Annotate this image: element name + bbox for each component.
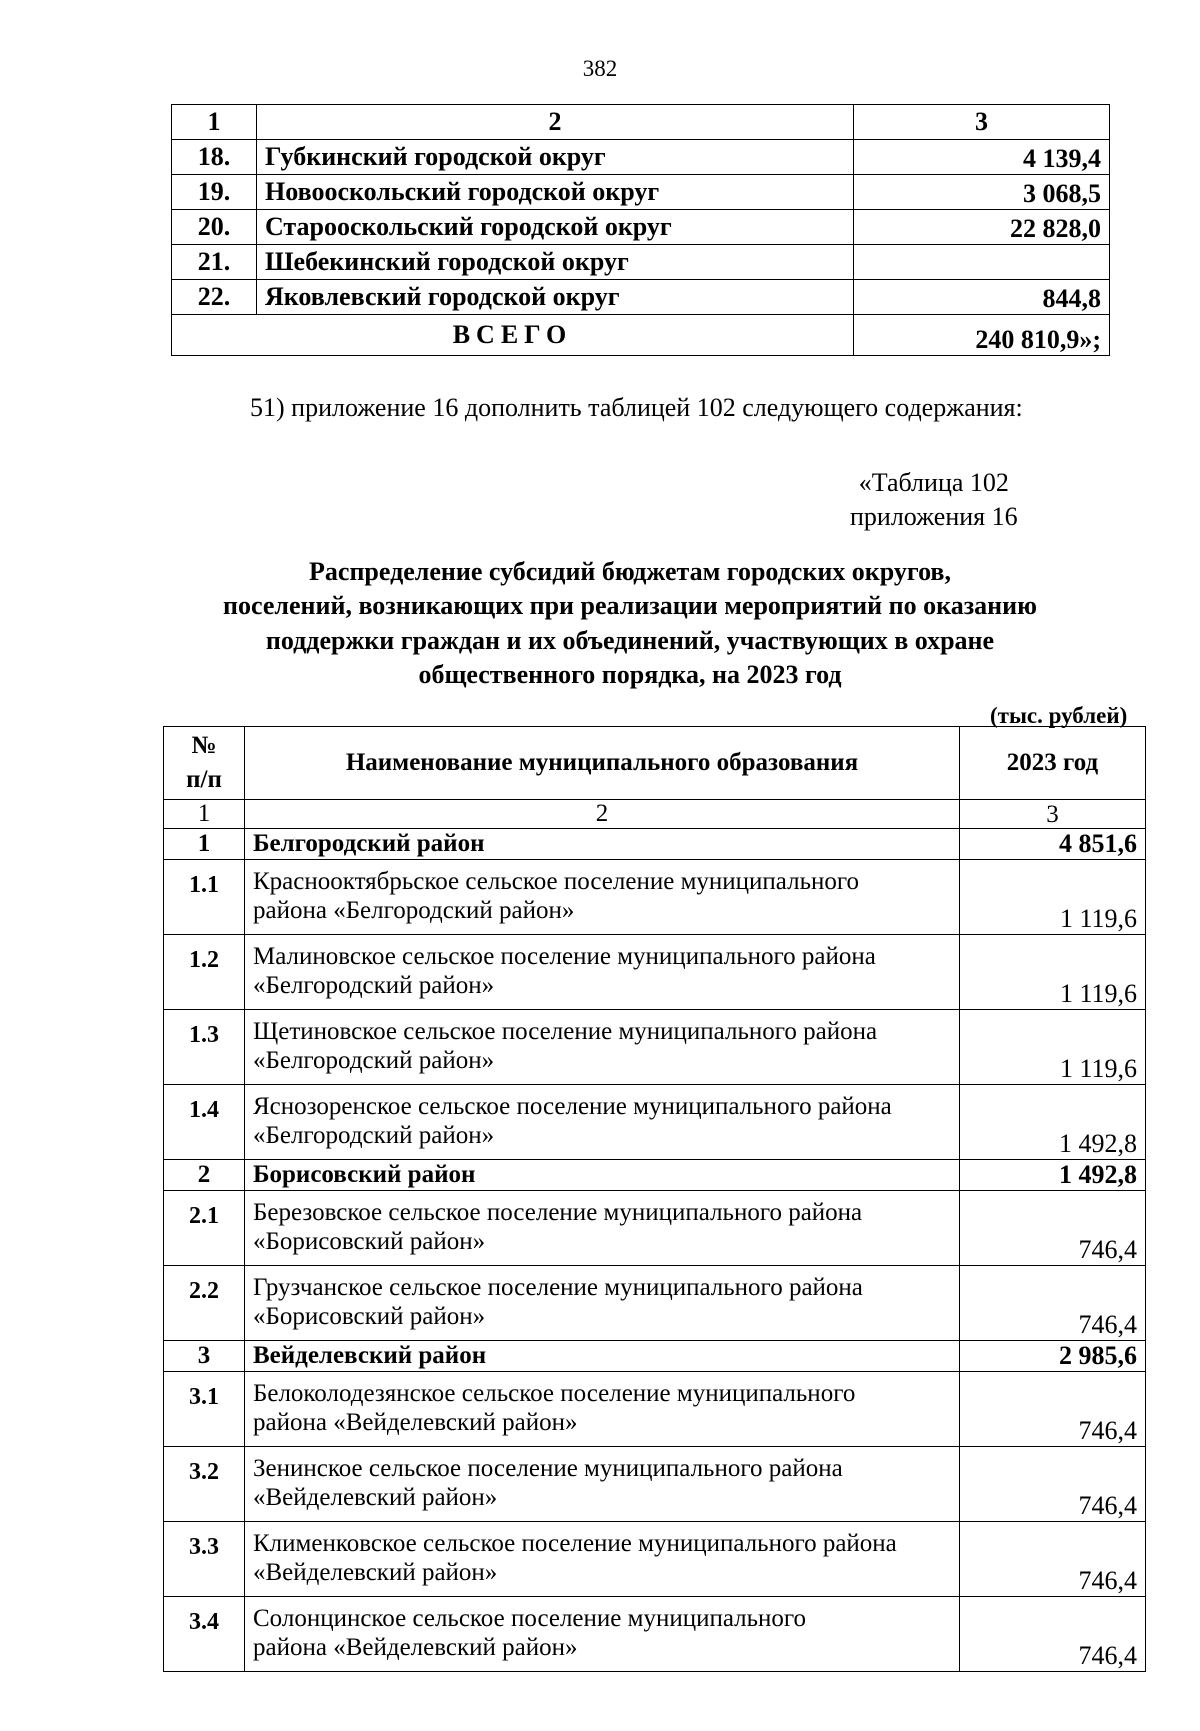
row-name-line: «Белгородский район» bbox=[253, 1122, 495, 1149]
row-number: 21. bbox=[172, 245, 257, 280]
row-value: 2 985,6 bbox=[960, 1341, 1146, 1372]
row-name-line: «Белгородский район» bbox=[253, 1047, 495, 1074]
row-value: 844,8 bbox=[854, 280, 1110, 315]
row-name: Старооскольский городской округ bbox=[257, 210, 854, 245]
row-name-line: района «Белгородский район» bbox=[253, 897, 575, 924]
title-line: поддержки граждан и их объединений, участвующих в охране bbox=[265, 625, 995, 655]
table-reference bbox=[850, 466, 1018, 534]
row-number: 3.2 bbox=[164, 1447, 245, 1522]
row-name-line: Клименковское сельское поселение муниципального района bbox=[253, 1530, 897, 1558]
row-value bbox=[854, 245, 1110, 280]
row-value: 1 119,6 bbox=[960, 1010, 1146, 1085]
row-name bbox=[245, 829, 960, 860]
column-number: 1 bbox=[164, 800, 245, 829]
row-number: 3.1 bbox=[164, 1372, 245, 1447]
row-name-line: Борисовский район bbox=[253, 1161, 476, 1189]
row-number: 2.2 bbox=[164, 1266, 245, 1341]
header-number-cell bbox=[164, 727, 245, 800]
row-name bbox=[245, 1341, 960, 1372]
row-name bbox=[245, 1085, 960, 1160]
district-row bbox=[164, 1341, 1146, 1372]
table-row bbox=[172, 280, 1110, 315]
settlement-row bbox=[164, 1085, 1146, 1160]
row-name bbox=[245, 1010, 960, 1085]
settlement-row bbox=[164, 860, 1146, 935]
row-name-line: Щетиновское сельское поселение муниципального района bbox=[253, 1018, 878, 1046]
row-name-line: «Вейделевский район» bbox=[253, 1484, 498, 1511]
row-value: 1 492,8 bbox=[960, 1160, 1146, 1191]
row-name bbox=[245, 1597, 960, 1672]
amendment-paragraph: 51) приложение 16 дополнить таблицей 102 следующего содержания: bbox=[250, 393, 1023, 422]
header-cell: 2 bbox=[257, 105, 854, 140]
row-value: 4 851,6 bbox=[960, 829, 1146, 860]
row-name: Новооскольский городской округ bbox=[257, 175, 854, 210]
settlement-row bbox=[164, 935, 1146, 1010]
row-number: 1 bbox=[164, 829, 245, 860]
row-name bbox=[245, 860, 960, 935]
row-name-line: Краснооктябрьское сельское поселение муниципального bbox=[253, 868, 859, 896]
column-number: 3 bbox=[960, 800, 1146, 829]
total-row bbox=[172, 315, 1110, 356]
title-line: общественного порядка, на 2023 год bbox=[418, 659, 842, 689]
table-row bbox=[172, 140, 1110, 175]
row-name bbox=[245, 1160, 960, 1191]
table-title bbox=[150, 555, 1110, 692]
settlement-row bbox=[164, 1597, 1146, 1672]
row-number: 3.3 bbox=[164, 1522, 245, 1597]
row-number: 1.4 bbox=[164, 1085, 245, 1160]
row-number: 19. bbox=[172, 175, 257, 210]
row-name-line: Зенинское сельское поселение муниципального района bbox=[253, 1455, 843, 1483]
row-value: 746,4 bbox=[960, 1522, 1146, 1597]
table-row bbox=[172, 175, 1110, 210]
table-header-row bbox=[172, 105, 1110, 140]
title-line: Распределение субсидий бюджетам городских округов, bbox=[309, 557, 951, 586]
table-reference-line: «Таблица 102 bbox=[858, 468, 1009, 497]
table-body bbox=[164, 829, 1146, 1672]
title-line: поселений, возникающих при реализации мероприятий по оказанию bbox=[223, 591, 1037, 621]
row-name-line: района «Вейделевский район» bbox=[253, 1634, 578, 1661]
row-value: 1 492,8 bbox=[960, 1085, 1146, 1160]
page-number: 382 bbox=[582, 56, 618, 81]
row-name-line: «Белгородский район» bbox=[253, 972, 495, 999]
row-number: 18. bbox=[172, 140, 257, 175]
row-name: Губкинский городской округ bbox=[257, 140, 854, 175]
row-name-line: Березовское сельское поселение муниципального района bbox=[253, 1199, 863, 1227]
row-name: Яковлевский городской округ bbox=[257, 280, 854, 315]
row-value: 746,4 bbox=[960, 1447, 1146, 1522]
header-number-line: п/п bbox=[186, 766, 222, 793]
settlement-row bbox=[164, 1266, 1146, 1341]
subsidy-distribution-table bbox=[163, 726, 1146, 1672]
row-name-line: «Борисовский район» bbox=[253, 1303, 486, 1330]
row-value: 22 828,0 bbox=[854, 210, 1110, 245]
table-row bbox=[172, 210, 1110, 245]
top-continuation-table bbox=[171, 104, 1110, 356]
row-value: 746,4 bbox=[960, 1597, 1146, 1672]
header-year-cell: 2023 год bbox=[960, 727, 1146, 800]
column-number-row bbox=[164, 800, 1146, 829]
total-value: 240 810,9»; bbox=[854, 315, 1110, 356]
row-name bbox=[245, 1522, 960, 1597]
row-name: Шебекинский городской округ bbox=[257, 245, 854, 280]
row-value: 3 068,5 bbox=[854, 175, 1110, 210]
settlement-row bbox=[164, 1522, 1146, 1597]
settlement-row bbox=[164, 1191, 1146, 1266]
row-name bbox=[245, 1447, 960, 1522]
row-number: 3.4 bbox=[164, 1597, 245, 1672]
row-name-line: Вейделевский район bbox=[253, 1342, 487, 1370]
row-value: 1 119,6 bbox=[960, 935, 1146, 1010]
header-cell: 3 bbox=[854, 105, 1110, 140]
row-number: 2 bbox=[164, 1160, 245, 1191]
table-header-row bbox=[164, 727, 1146, 800]
row-name bbox=[245, 1372, 960, 1447]
settlement-row bbox=[164, 1010, 1146, 1085]
row-number: 3 bbox=[164, 1341, 245, 1372]
header-number-line: № bbox=[191, 732, 217, 760]
district-row bbox=[164, 829, 1146, 860]
row-name-line: Белгородский район bbox=[253, 830, 485, 858]
row-value: 1 119,6 bbox=[960, 860, 1146, 935]
column-number: 2 bbox=[245, 800, 960, 829]
table-reference-line: приложения 16 bbox=[850, 501, 1018, 531]
row-value: 746,4 bbox=[960, 1266, 1146, 1341]
settlement-row bbox=[164, 1447, 1146, 1522]
row-name-line: «Борисовский район» bbox=[253, 1228, 486, 1255]
row-name bbox=[245, 1266, 960, 1341]
row-name bbox=[245, 1191, 960, 1266]
row-name-line: «Вейделевский район» bbox=[253, 1559, 498, 1586]
row-name-line: Грузчанское сельское поселение муниципального района bbox=[253, 1274, 863, 1302]
header-name-cell: Наименование муниципального образования bbox=[245, 727, 960, 800]
row-number: 2.1 bbox=[164, 1191, 245, 1266]
row-number: 20. bbox=[172, 210, 257, 245]
row-value: 746,4 bbox=[960, 1191, 1146, 1266]
row-name-line: района «Вейделевский район» bbox=[253, 1409, 578, 1436]
row-number: 1.3 bbox=[164, 1010, 245, 1085]
total-label: ВСЕГО bbox=[172, 315, 854, 356]
district-row bbox=[164, 1160, 1146, 1191]
table-row bbox=[172, 245, 1110, 280]
row-name-line: Солонцинское сельское поселение муниципального bbox=[253, 1605, 807, 1633]
settlement-row bbox=[164, 1372, 1146, 1447]
row-value: 746,4 bbox=[960, 1372, 1146, 1447]
row-number: 1.1 bbox=[164, 860, 245, 935]
row-name-line: Яснозоренское сельское поселение муниципального района bbox=[253, 1093, 892, 1121]
row-name-line: Белоколодезянское сельское поселение муниципального bbox=[253, 1380, 856, 1408]
header-cell: 1 bbox=[172, 105, 257, 140]
units-label: (тыс. рублей) bbox=[990, 703, 1128, 728]
row-number: 1.2 bbox=[164, 935, 245, 1010]
row-value: 4 139,4 bbox=[854, 140, 1110, 175]
row-number: 22. bbox=[172, 280, 257, 315]
row-name bbox=[245, 935, 960, 1010]
row-name-line: Малиновское сельское поселение муниципального района bbox=[253, 943, 876, 971]
